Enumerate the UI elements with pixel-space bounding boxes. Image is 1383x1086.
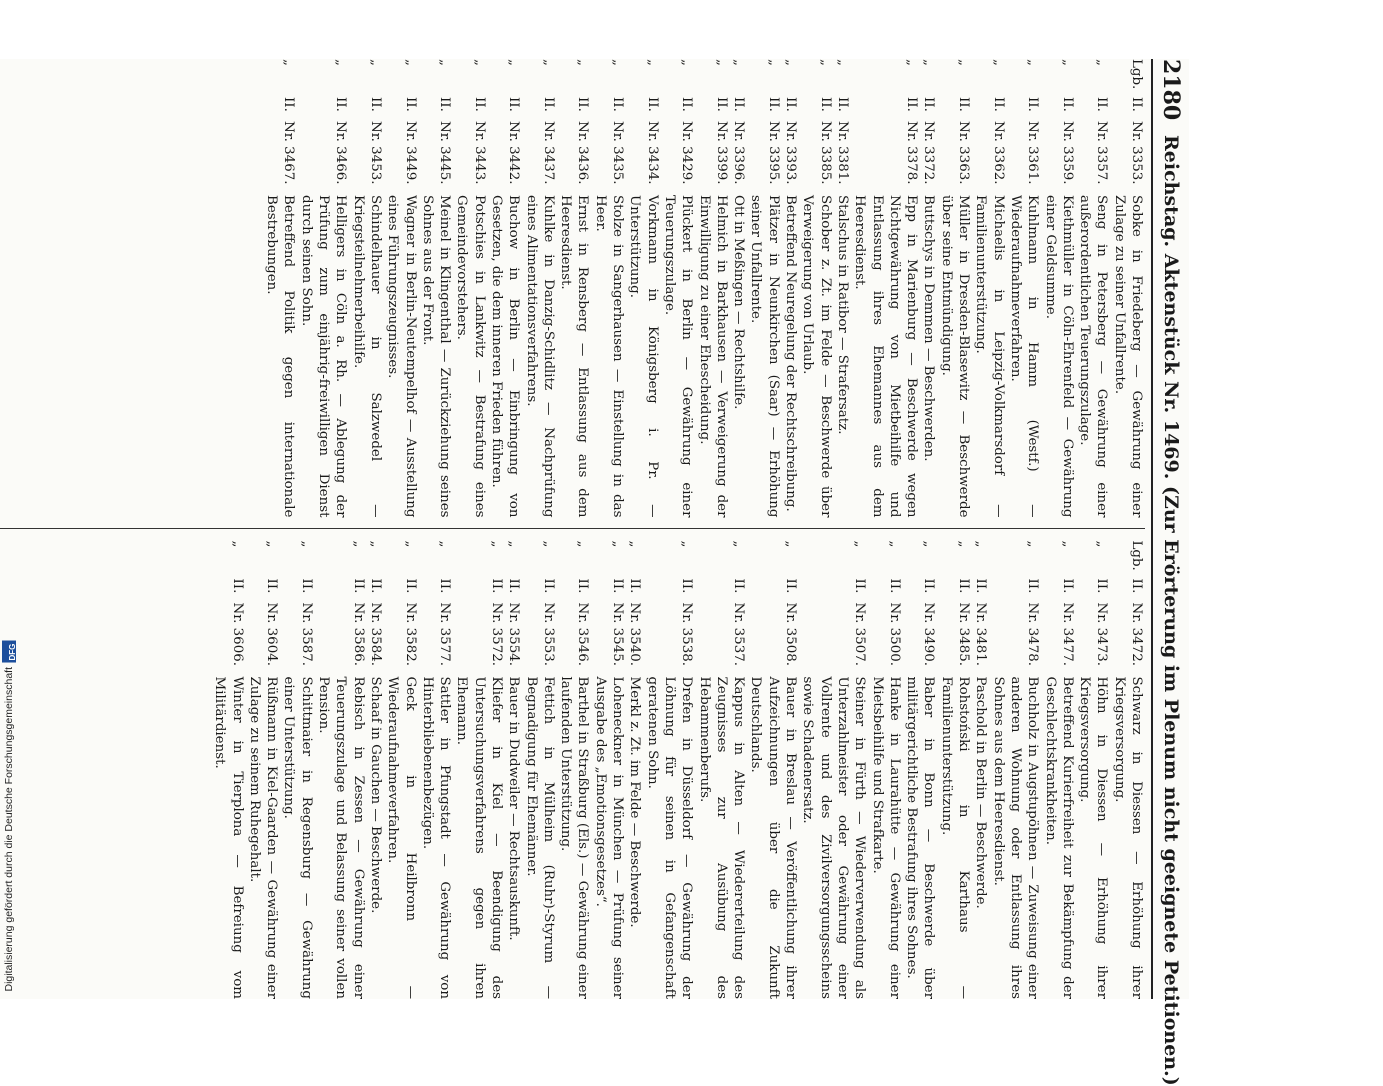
- petition-entry: [315, 541, 367, 1000]
- entry-text: Bauer in Breslau — Veröffentlichung ihrer Aufzeichnungen über die Zukunft Deutschlands.: [748, 676, 799, 999]
- petition-entry: [1110, 59, 1145, 518]
- entry-lgb: „: [540, 59, 556, 66]
- entry-text: Stolze in Sangerhausen — Einstellung in das Heer.: [592, 195, 626, 518]
- petition-entry: [367, 541, 384, 1000]
- entry-class: II.: [956, 97, 972, 112]
- entry-text: Bauer in Dudweiler — Rechtsauskunft.: [506, 676, 522, 941]
- entry-number: Nr. 3490.: [921, 602, 937, 666]
- entry-lgb: „: [1094, 59, 1110, 66]
- entry-class: II.: [1025, 578, 1041, 594]
- entry-class: II.: [1025, 97, 1041, 112]
- entry-number: Nr. 3453.: [367, 121, 383, 185]
- petition-entry: [851, 59, 920, 518]
- entry-lgb: „: [437, 59, 453, 66]
- entry-text: Kliefer in Kiel — Beendigung des Untersuchungsverfahrens gegen ihren Ehemann.: [454, 676, 505, 999]
- entry-text: Michaelis in Leipzig-Volkmarsdorf — Familienunterstützung.: [973, 195, 1006, 518]
- entry-number: Nr. 3363.: [956, 121, 972, 185]
- entry-class: II.: [575, 578, 591, 594]
- entry-text: Rebisch in Zessen — Gewährung einer Teuerungszulage und Belassung seiner vollen Pension.: [316, 676, 366, 999]
- entry-number: Nr. 3385.: [817, 121, 833, 185]
- entry-lgb: „: [281, 59, 297, 66]
- entry-number: Nr. 3361.: [1025, 121, 1041, 185]
- entry-class: II.: [333, 97, 349, 112]
- petition-entry: [747, 541, 799, 1000]
- petition-entry: [920, 59, 937, 518]
- entry-lgb: „: [679, 540, 695, 548]
- entry-number: Nr. 3372.: [921, 121, 937, 185]
- entry-number: Nr. 3587.: [298, 602, 314, 666]
- entry-class: II.: [264, 578, 280, 594]
- entry-number: Nr. 3572.: [489, 602, 505, 666]
- entry-lgb: „: [644, 59, 660, 66]
- entry-class: II.: [644, 97, 660, 112]
- petition-entry: [695, 59, 730, 518]
- entry-class: II.: [350, 578, 366, 594]
- entry-class: II.: [540, 97, 556, 112]
- entry-class: II.: [1059, 578, 1075, 594]
- entry-lgb: „: [402, 540, 418, 548]
- entry-lgb: „: [852, 540, 868, 548]
- entry-number: Nr. 3586.: [350, 602, 366, 666]
- entry-lgb: „: [229, 540, 245, 548]
- entry-text: Epp in Marienburg — Beschwerde wegen Nichtgewährung von Mietbeihilfe und Entlassung ihres Ehemannes aus dem Heeresdienst.: [852, 195, 920, 518]
- entry-number: Nr. 3473.: [1094, 602, 1110, 666]
- entry-text: Ernst in Rensberg — Entlassung aus dem Heeresdienst.: [558, 195, 591, 518]
- petition-entry: [972, 59, 1007, 518]
- entry-text: Helligers in Cöln a. Rh. — Ablegung der Prüfung zum einjährig-freiwilligen Dienst durch seinen Sohn.: [298, 195, 349, 518]
- entry-lgb: Lgb.: [1129, 540, 1144, 571]
- entry-text: Geck in Heilbronn — Wiederaufnahmeverfahren.: [385, 676, 418, 999]
- entry-class: II.: [281, 97, 297, 112]
- entry-number: Nr. 3507.: [852, 602, 868, 666]
- entry-class: II.: [367, 97, 383, 112]
- entry-lgb: „: [506, 59, 522, 66]
- entry-number: Nr. 3381.: [834, 121, 850, 185]
- entry-number: Nr. 3538.: [679, 602, 695, 666]
- entry-text: Potschies in Lankwitz — Bestrafung eines Gemeindevorstehers.: [454, 195, 487, 518]
- entry-class: II.: [489, 578, 505, 594]
- entry-lgb: „: [731, 59, 747, 66]
- entry-number: Nr. 3436.: [575, 121, 591, 185]
- petition-entry: [453, 541, 505, 1000]
- entry-lgb: „: [973, 540, 989, 548]
- entry-text: Fettich in Mülheim (Ruhr)-Styrum — Begnadigung für Ehemänner.: [523, 676, 556, 999]
- entry-text: Plätzer in Neunkirchen (Saar) — Erhöhung seiner Unfallrente.: [748, 195, 781, 518]
- entry-text: Plückert in Berlin — Gewährung einer Teuerungszulage.: [661, 195, 695, 518]
- entry-number: Nr. 3577.: [437, 602, 453, 666]
- entry-text: Baber in Bonn — Beschwerde über militärgerichtliche Bestrafung ihres Sohnes.: [904, 676, 937, 999]
- petition-entry: [643, 541, 695, 1000]
- entry-class: II.: [437, 97, 453, 112]
- entry-number: Nr. 3396.: [731, 121, 747, 185]
- entry-number: Nr. 3435.: [610, 121, 626, 185]
- entry-number: Nr. 3399.: [713, 121, 729, 185]
- entry-number: Nr. 3500.: [886, 602, 902, 666]
- entry-number: Nr. 3395.: [765, 121, 781, 185]
- entry-number: Nr. 3477.: [1059, 602, 1075, 666]
- entry-class: II.: [921, 97, 937, 112]
- right-column: [0, 529, 1145, 1000]
- entry-lgb: „: [921, 59, 937, 66]
- entry-number: Nr. 3466.: [333, 121, 349, 185]
- entry-text: Winter in Tierplona — Befreiung vom Militärdienst.: [212, 676, 245, 999]
- entry-class: II.: [610, 578, 626, 594]
- entry-number: Nr. 3357.: [1094, 121, 1110, 185]
- entry-number: Nr. 3445.: [437, 121, 453, 185]
- petition-entry: [1041, 541, 1076, 1000]
- entry-lgb: „: [540, 540, 556, 548]
- entry-text: Merkl z. Zt. im Felde — Beschwerde.: [627, 676, 643, 928]
- entry-lgb: „: [1094, 540, 1110, 548]
- entry-class: II.: [471, 97, 487, 112]
- entry-class: II.: [817, 97, 833, 112]
- entry-text: Helmich in Barkhausen — Verweigerung der Einwilligung zu einer Ehescheidung.: [696, 195, 729, 518]
- entry-lgb: „: [610, 59, 626, 66]
- entry-lgb: „: [1059, 59, 1075, 66]
- entry-lgb: „: [886, 540, 902, 548]
- entry-lgb: „: [679, 59, 695, 66]
- entry-lgb: „: [575, 540, 591, 548]
- entry-class: II.: [783, 97, 799, 112]
- entry-lgb: „: [298, 540, 314, 548]
- petition-entry: [297, 59, 349, 518]
- entry-class: II.: [627, 578, 643, 594]
- petition-entry: [592, 59, 627, 518]
- entry-class: II.: [437, 578, 453, 594]
- entry-lgb: „: [731, 540, 747, 548]
- entry-text: Hanke in Laurahütte — Gewährung einer Mietsbeihilfe und Strafkarte.: [869, 676, 902, 999]
- entry-class: II.: [1094, 97, 1110, 112]
- entry-lgb: „: [783, 540, 799, 548]
- entry-text: Betreffend Kurierfreiheit zur Bekämpfung der Geschlechtskrankheiten.: [1042, 676, 1075, 999]
- entry-text: Kuhlmann in Hamm (Westf.) — Wiederaufnahmeverfahren.: [1007, 195, 1041, 518]
- entry-class: II.: [1094, 578, 1110, 594]
- entry-class: II.: [1129, 97, 1144, 112]
- entry-number: Nr. 3537.: [731, 602, 747, 666]
- entry-lgb: „: [264, 540, 280, 548]
- entry-lgb: „: [367, 59, 383, 66]
- entry-class: II.: [852, 578, 868, 594]
- entry-class: II.: [886, 578, 902, 594]
- entry-lgb: „: [834, 59, 850, 66]
- entry-number: Nr. 3554.: [506, 602, 522, 666]
- entry-class: II.: [506, 97, 522, 112]
- petition-entry: [695, 541, 747, 1000]
- petition-entry: [626, 541, 643, 1000]
- petition-entry: [211, 541, 246, 1000]
- entry-text: Sattler in Pfungstadt — Gewährung von Hinterbliebenenbezügen.: [419, 676, 453, 999]
- entry-text: Schittmaier in Regensburg — Gewährung einer Unterstützung.: [281, 676, 314, 999]
- entry-lgb: „: [921, 540, 937, 548]
- petition-entry: [384, 59, 419, 518]
- entry-number: Nr. 3429.: [679, 121, 695, 185]
- entry-lgb: „: [402, 59, 418, 66]
- entry-lgb: „: [783, 59, 799, 66]
- entry-text: Schaaf in Gauchen — Beschwerde.: [367, 676, 383, 914]
- entry-class: II.: [921, 578, 937, 594]
- entry-class: II.: [575, 97, 591, 112]
- entry-number: Nr. 3359.: [1059, 121, 1075, 185]
- entry-text: Stalschus in Ratibor — Strafersatz.: [834, 195, 850, 435]
- entry-lgb: Lgb.: [1129, 59, 1144, 90]
- entry-number: Nr. 3546.: [575, 602, 591, 666]
- petition-entry: [903, 541, 938, 1000]
- entry-text: Schober z. Zt. im Felde — Beschwerde über Verweigerung von Urlaub.: [800, 195, 833, 518]
- petition-entry: [557, 59, 592, 518]
- entry-text: Kappus in Alten — Wiedererteilung des Zeugnisses zur Ausübung des Hebammenberufs.: [696, 676, 747, 999]
- petition-entry: [592, 541, 627, 1000]
- petition-entry: [557, 541, 592, 1000]
- petition-columns: [0, 59, 1145, 999]
- entry-number: Nr. 3508.: [783, 602, 799, 666]
- entry-class: II.: [540, 578, 556, 594]
- petition-entry: [246, 541, 281, 1000]
- entry-number: Nr. 3481.: [973, 602, 989, 666]
- page-number: 2180: [1158, 59, 1184, 121]
- entry-text: Barthel in Straßburg (Els.) — Gewährung einer laufenden Unterstützung.: [558, 676, 591, 999]
- entry-class: II.: [367, 578, 383, 594]
- digitization-credit: [2, 641, 16, 992]
- entry-class: II.: [229, 578, 245, 594]
- entry-text: Seng in Petersberg — Gewährung einer außerordentlichen Teuerungszulage.: [1077, 195, 1110, 518]
- entry-number: Nr. 3545.: [610, 602, 626, 666]
- entry-class: II.: [402, 97, 418, 112]
- entry-number: Nr. 3353.: [1129, 121, 1144, 185]
- entry-number: Nr. 3472.: [1129, 602, 1144, 666]
- entry-class: II.: [610, 97, 626, 112]
- petition-entry: [972, 541, 989, 1000]
- entry-class: II.: [298, 578, 314, 594]
- petition-entry: [1007, 59, 1042, 518]
- entry-text: Loheneckner in München — Prüfung seiner Ausgabe des „Emotionsgesetzes“.: [592, 676, 626, 999]
- entry-text: Höhn in Diessen — Erhöhung ihrer Kriegsversorgung.: [1077, 676, 1110, 999]
- entry-lgb: „: [765, 59, 781, 66]
- entry-lgb: „: [956, 540, 972, 548]
- entry-text: Schindelhauer in Salzwedel — Kriegsteilnehmerbeihilfe.: [350, 195, 383, 518]
- petition-entry: [937, 59, 972, 518]
- entry-number: Nr. 3553.: [540, 602, 556, 666]
- entry-class: II.: [402, 578, 418, 594]
- entry-number: Nr. 3582.: [402, 602, 418, 666]
- entry-number: Nr. 3584.: [367, 602, 383, 666]
- petition-entry: [1110, 541, 1145, 1000]
- document-page: [0, 59, 1189, 1086]
- petition-entry: [782, 59, 799, 518]
- entry-lgb: „: [333, 59, 349, 66]
- entry-class: II.: [731, 97, 747, 112]
- petition-entry: [1041, 59, 1076, 518]
- petition-entry: [626, 59, 661, 518]
- entry-class: II.: [783, 578, 799, 594]
- petition-entry: [1076, 541, 1111, 1000]
- entry-text: Buttschys in Demmen — Beschwerden.: [921, 195, 937, 462]
- page-title: Reichstag. Aktenstück Nr. 1469. (Zur Erörterung im Plenum nicht geeignete Petitionen.): [1160, 135, 1182, 1086]
- entry-text: Kuhlke in Danzig-Schidlitz — Nachprüfung eines Alimentationsverfahrens.: [523, 195, 556, 518]
- entry-number: Nr. 3434.: [644, 121, 660, 185]
- entry-text: Sobke in Friedeberg — Gewährung einer Zulage zu seiner Unfallrente.: [1111, 195, 1144, 518]
- petition-entry: [799, 59, 834, 518]
- petition-entry: [522, 541, 557, 1000]
- petition-entry: [453, 59, 488, 518]
- entry-text: Drefen in Düsseldorf — Gewährung der Löhnung für seinen in Gefangenschaft geratenen Sohn.: [644, 676, 695, 999]
- petition-entry: [280, 541, 315, 1000]
- petition-entry: [747, 59, 782, 518]
- entry-lgb: „: [904, 59, 920, 66]
- entry-class: II.: [731, 578, 747, 594]
- entry-number: Nr. 3540.: [627, 602, 643, 666]
- petition-entry: [488, 59, 523, 518]
- entry-lgb: „: [437, 540, 453, 548]
- entry-number: Nr. 3606.: [229, 602, 245, 666]
- entry-number: Nr. 3449.: [402, 121, 418, 185]
- entry-text: Buchow in Berlin — Einbringung von Gesetzen, die dem inneren Frieden führen.: [489, 195, 522, 518]
- left-column: [0, 59, 1145, 529]
- entry-number: Nr. 3604.: [264, 602, 280, 666]
- petition-entry: [989, 541, 1041, 1000]
- entry-lgb: „: [489, 540, 505, 548]
- entry-text: Vorkmann in Königsberg i. Pr. — Unterstützung.: [627, 195, 660, 518]
- entry-text: Rohstoński in Karthaus — Familienunterstützung.: [938, 676, 972, 999]
- dfg-logo-icon: DFG: [2, 641, 16, 663]
- entry-text: Betreffend Neuregelung der Rechtschreibung.: [783, 195, 799, 512]
- entry-text: Kiethmüller in Cöln-Ehrenfeld — Gewährung einer Geldsumme.: [1042, 195, 1075, 518]
- petition-entry: [868, 541, 903, 1000]
- entry-class: II.: [834, 97, 850, 112]
- entry-lgb: „: [350, 540, 366, 548]
- petition-entry: [263, 59, 298, 518]
- entry-lgb: „: [990, 59, 1006, 66]
- entry-number: Nr. 3437.: [540, 121, 556, 185]
- entry-text: Paschold in Berlin — Beschwerde.: [973, 676, 989, 909]
- petition-entry: [1076, 59, 1111, 518]
- entry-number: Nr. 3362.: [990, 121, 1006, 185]
- entry-lgb: „: [1025, 59, 1041, 66]
- entry-class: II.: [679, 97, 695, 112]
- entry-text: Betreffend Politik gegen internationale Bestrebungen.: [264, 195, 297, 518]
- entry-text: Rüßmann in Kiel-Gaarden — Gewährung einer Zulage zu seinem Ruhegehalt.: [246, 676, 280, 999]
- entry-class: II.: [990, 97, 1006, 112]
- entry-text: Müller in Dresden-Blasewitz — Beschwerde über seine Entmündigung.: [938, 195, 972, 518]
- entry-lgb: „: [956, 59, 972, 66]
- petition-entry: [522, 59, 557, 518]
- petition-entry: [937, 541, 972, 1000]
- entry-class: II.: [973, 578, 989, 594]
- entry-lgb: „: [817, 59, 833, 66]
- entry-lgb: „: [1025, 540, 1041, 548]
- entry-class: II.: [904, 97, 920, 112]
- entry-class: II.: [679, 578, 695, 594]
- entry-number: Nr. 3442.: [506, 121, 522, 185]
- entry-lgb: „: [506, 540, 522, 548]
- entry-class: II.: [765, 97, 781, 112]
- petition-entry: [419, 59, 454, 518]
- petition-entry: [730, 59, 747, 518]
- entry-lgb: „: [367, 540, 383, 548]
- entry-number: Nr. 3393.: [783, 121, 799, 185]
- entry-class: II.: [713, 97, 729, 112]
- entry-class: II.: [1129, 578, 1144, 594]
- petition-entry: [661, 59, 696, 518]
- entry-number: Nr. 3443.: [471, 121, 487, 185]
- entry-number: Nr. 3478.: [1025, 602, 1041, 666]
- petition-entry: [384, 541, 419, 1000]
- entry-text: Ott in Meßingen — Rechtshilfe.: [731, 195, 747, 410]
- entry-lgb: „: [1059, 540, 1075, 548]
- entry-text: Schwarz in Diessen — Erhöhung ihrer Kriegsversorgung.: [1111, 676, 1144, 999]
- entry-lgb: „: [471, 59, 487, 66]
- entry-class: II.: [956, 578, 972, 594]
- credit-text: Digitalisierung gefördert durch die Deutsche Forschungsgemeinschaft: [3, 667, 15, 992]
- petition-entry: [834, 59, 851, 518]
- entry-class: II.: [1059, 97, 1075, 112]
- petition-entry: [419, 541, 454, 1000]
- petition-entry: [349, 59, 384, 518]
- entry-text: Buchholz in Augstupöhnen — Zuweisung einer anderen Wohnung oder Entlassung ihres Sohnes aus dem Heeresdienst.: [990, 676, 1041, 999]
- entry-number: Nr. 3467.: [281, 121, 297, 185]
- entry-class: II.: [506, 578, 522, 594]
- entry-lgb: „: [610, 540, 626, 548]
- petition-entry: [505, 541, 522, 1000]
- page-header: [1151, 59, 1189, 1086]
- entry-lgb: „: [713, 59, 729, 66]
- entry-text: Steiner in Fürth — Wiederverwendung als Unterzahlmeister oder Gewährung einer Vollrente und des Zivilversorgungsscheins sowie Schadenersatz.: [800, 676, 868, 999]
- entry-text: Meinel in Klingenthal — Zurückziehung seines Sohnes aus der Front.: [419, 195, 453, 518]
- entry-text: Wagner in Berlin-Neutempelhof — Ausstellung eines Führungszeugnisses.: [385, 195, 418, 518]
- entry-number: Nr. 3485.: [956, 602, 972, 666]
- entry-number: Nr. 3378.: [904, 121, 920, 185]
- entry-lgb: „: [627, 540, 643, 548]
- petition-entry: [799, 541, 868, 1000]
- entry-lgb: „: [575, 59, 591, 66]
